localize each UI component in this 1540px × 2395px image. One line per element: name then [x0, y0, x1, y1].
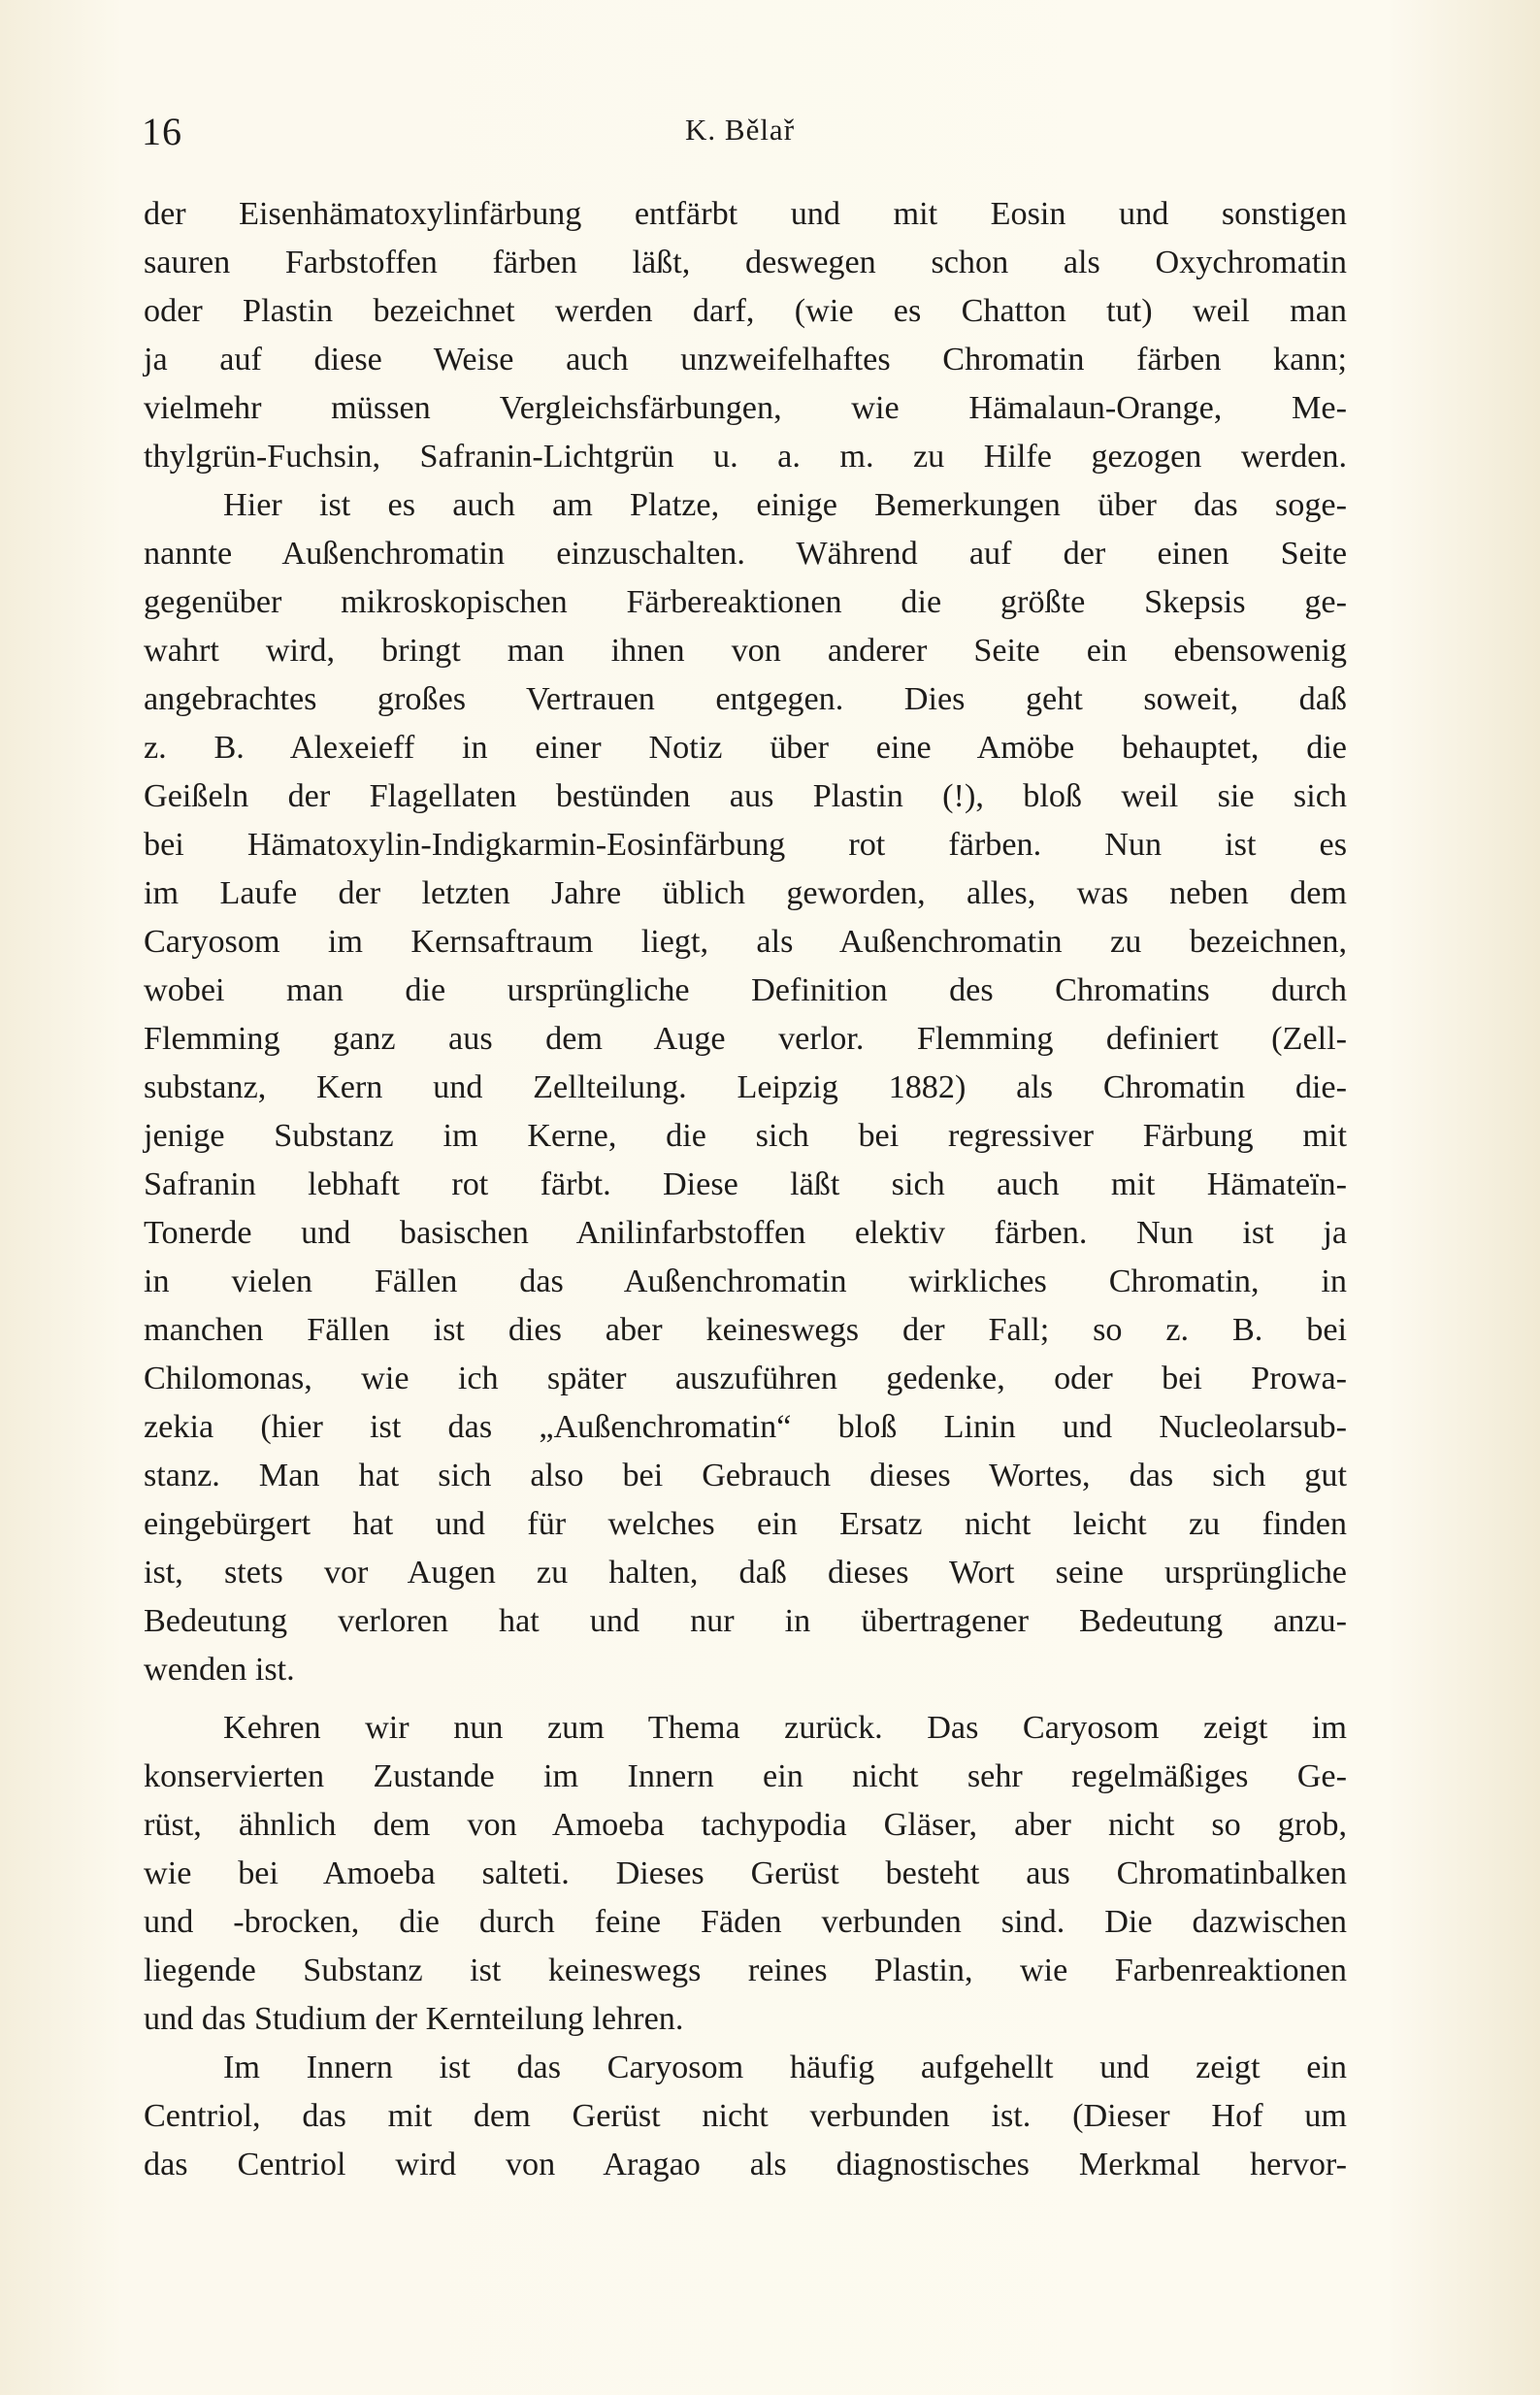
- text-line: jenige Substanz im Kerne, die sich bei regressiver Färbung mit: [144, 1118, 1347, 1154]
- running-head: K. Bělař: [685, 113, 796, 147]
- text-line: im Laufe der letzten Jahre üblich geworden, alles, was neben dem: [144, 875, 1347, 911]
- text-line: Hier ist es auch am Platze, einige Bemerkungen über das soge-: [223, 487, 1347, 523]
- text-line: liegende Substanz ist keineswegs reines Plastin, wie Farbenreaktionen: [144, 1952, 1347, 1988]
- text-line: sauren Farbstoffen färben läßt, deswegen schon als Oxychromatin: [144, 245, 1347, 280]
- text-line: und das Studium der Kernteilung lehren.: [144, 2001, 684, 2037]
- text-line: z. B. Alexeieff in einer Notiz über eine Amöbe behauptet, die: [144, 730, 1347, 766]
- text-line: Im Innern ist das Caryosom häufig aufgehellt und zeigt ein: [223, 2050, 1347, 2085]
- body-text: [144, 190, 1347, 2189]
- text-line: eingebürgert hat und für welches ein Ersatz nicht leicht zu finden: [144, 1506, 1347, 1542]
- text-line: ist, stets vor Augen zu halten, daß dieses Wort seine ursprüngliche: [144, 1555, 1347, 1591]
- text-line: bei Hämatoxylin-Indigkarmin-Eosinfärbung rot färben. Nun ist es: [144, 827, 1347, 863]
- text-line: wahrt wird, bringt man ihnen von anderer Seite ein ebensowenig: [144, 633, 1347, 669]
- paragraph-4: [144, 2044, 1347, 2189]
- text-line: Kehren wir nun zum Thema zurück. Das Caryosom zeigt im: [223, 1710, 1347, 1746]
- text-line: Tonerde und basischen Anilinfarbstoffen elektiv färben. Nun ist ja: [144, 1215, 1347, 1251]
- text-line: substanz, Kern und Zellteilung. Leipzig 1882) als Chromatin die-: [144, 1069, 1347, 1105]
- page-number: 16: [142, 110, 182, 153]
- page-header: [142, 109, 1345, 167]
- text-line: wenden ist.: [144, 1652, 295, 1688]
- text-line: rüst, ähnlich dem von Amoeba tachypodia Gläser, aber nicht so grob,: [144, 1807, 1347, 1843]
- text-line: ja auf diese Weise auch unzweifelhaftes Chromatin färben kann;: [144, 342, 1347, 377]
- text-line: der Eisenhämatoxylinfärbung entfärbt und mit Eosin und sonstigen: [144, 196, 1347, 232]
- text-line: Centriol, das mit dem Gerüst nicht verbunden ist. (Dieser Hof um: [144, 2098, 1347, 2134]
- text-line: wobei man die ursprüngliche Definition des Chromatins durch: [144, 972, 1347, 1008]
- text-line: Safranin lebhaft rot färbt. Diese läßt sich auch mit Hämateïn-: [144, 1166, 1347, 1202]
- text-line: konservierten Zustande im Innern ein nicht sehr regelmäßiges Ge-: [144, 1758, 1347, 1794]
- text-line: in vielen Fällen das Außenchromatin wirkliches Chromatin, in: [144, 1263, 1347, 1299]
- text-line: nannte Außenchromatin einzuschalten. Während auf der einen Seite: [144, 536, 1347, 572]
- text-line: und -brocken, die durch feine Fäden verbunden sind. Die dazwischen: [144, 1904, 1347, 1940]
- text-line: manchen Fällen ist dies aber keineswegs der Fall; so z. B. bei: [144, 1312, 1347, 1348]
- paragraph-3: [144, 1704, 1347, 2044]
- paragraph-2: [144, 481, 1347, 1694]
- text-line: angebrachtes großes Vertrauen entgegen. Dies geht soweit, daß: [144, 681, 1347, 717]
- text-line: Chilomonas, wie ich später auszuführen gedenke, oder bei Prowa-: [144, 1361, 1347, 1396]
- text-line: Geißeln der Flagellaten bestünden aus Plastin (!), bloß weil sie sich: [144, 778, 1347, 814]
- text-line: oder Plastin bezeichnet werden darf, (wie es Chatton tut) weil man: [144, 293, 1347, 329]
- text-line: Flemming ganz aus dem Auge verlor. Flemming definiert (Zell-: [144, 1021, 1347, 1057]
- text-line: Bedeutung verloren hat und nur in übertragener Bedeutung anzu-: [144, 1603, 1347, 1639]
- text-line: thylgrün-Fuchsin, Safranin-Lichtgrün u. a. m. zu Hilfe gezogen werden.: [144, 439, 1347, 475]
- text-line: das Centriol wird von Aragao als diagnostisches Merkmal hervor-: [144, 2147, 1347, 2182]
- text-line: stanz. Man hat sich also bei Gebrauch dieses Wortes, das sich gut: [144, 1458, 1347, 1493]
- text-line: Caryosom im Kernsaftraum liegt, als Außenchromatin zu bezeichnen,: [144, 924, 1347, 960]
- paragraph-1: [144, 190, 1347, 481]
- text-line: zekia (hier ist das „Außenchromatin“ bloß Linin und Nucleolarsub-: [144, 1409, 1347, 1445]
- text-line: vielmehr müssen Vergleichsfärbungen, wie Hämalaun-Orange, Me-: [144, 390, 1347, 426]
- text-line: wie bei Amoeba salteti. Dieses Gerüst besteht aus Chromatinbalken: [144, 1855, 1347, 1891]
- text-line: gegenüber mikroskopischen Färbereaktionen die größte Skepsis ge-: [144, 584, 1347, 620]
